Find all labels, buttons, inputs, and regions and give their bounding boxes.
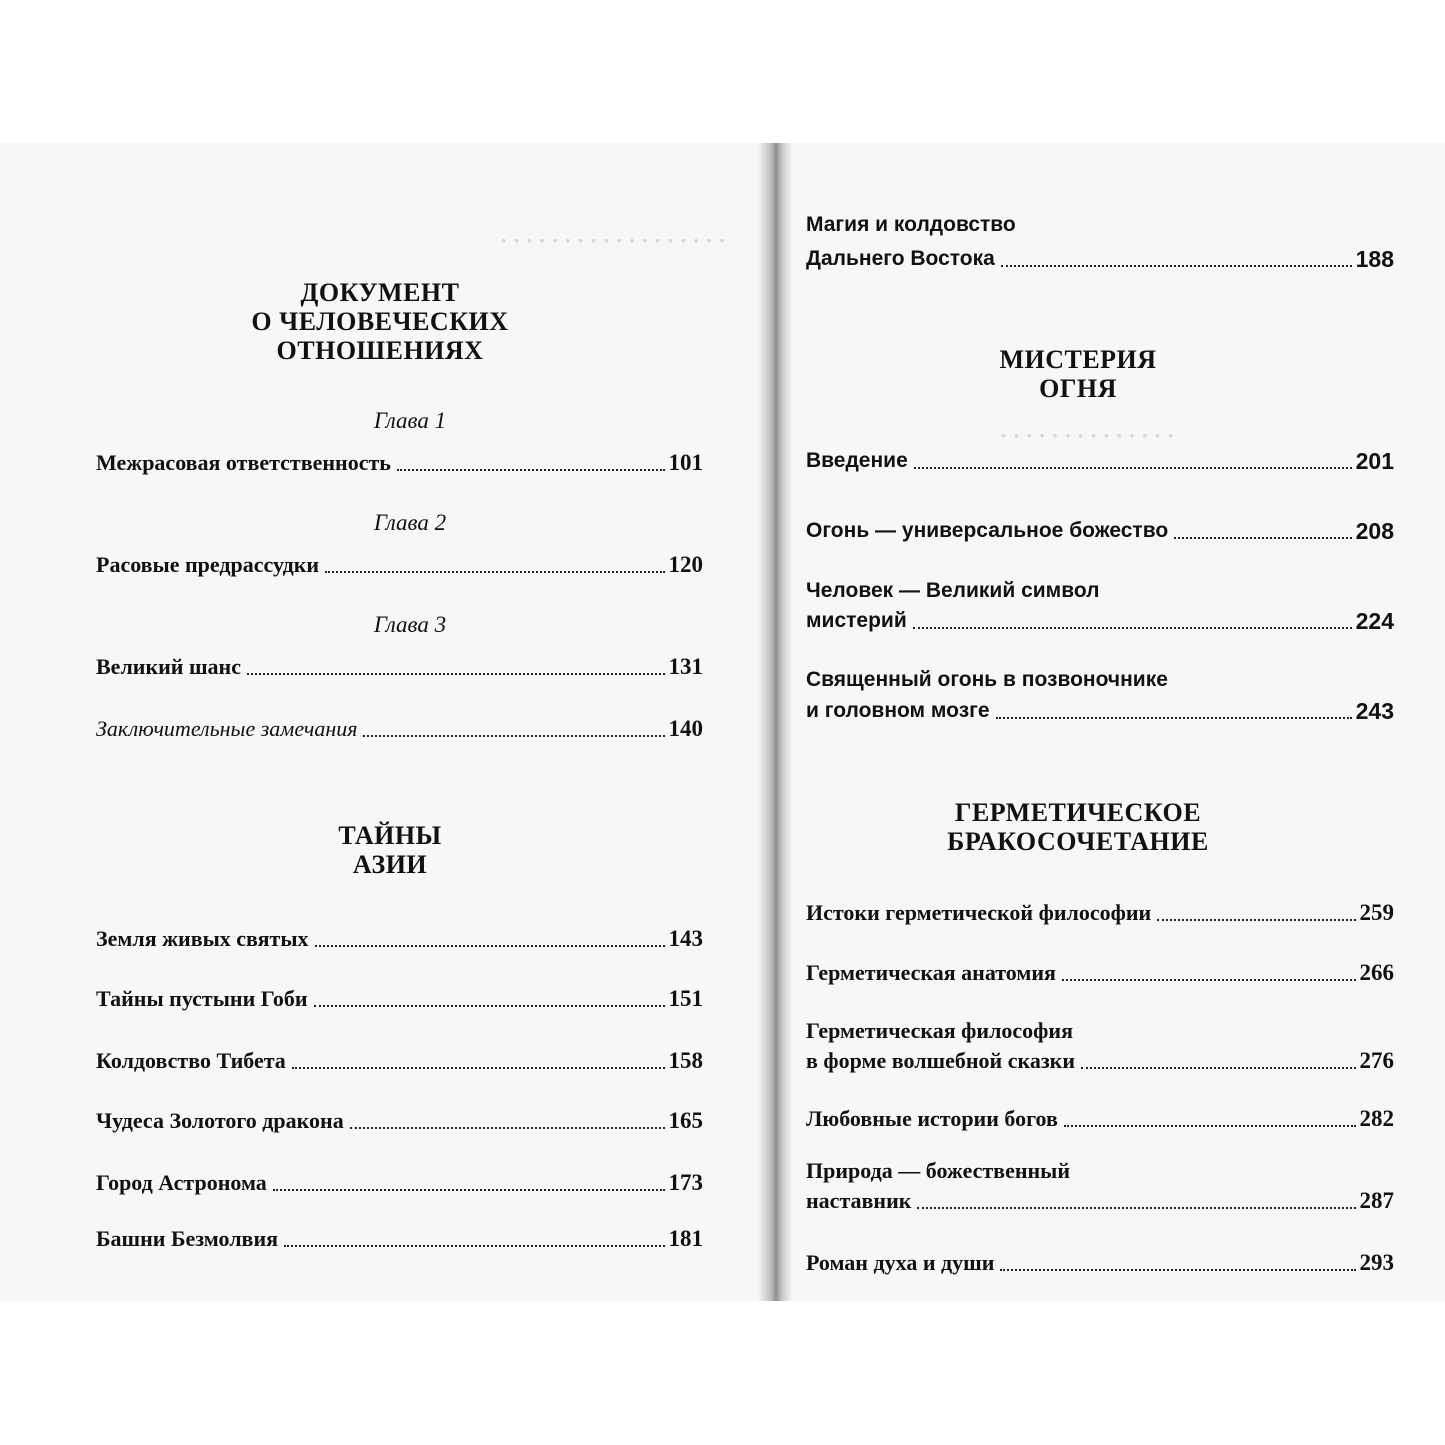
section-heading-document bbox=[230, 278, 530, 365]
toc-entry[interactable] bbox=[806, 448, 1394, 474]
toc-entry-page: 120 bbox=[668, 552, 703, 577]
dot-leader bbox=[1081, 1067, 1355, 1069]
toc-entry-page: 173 bbox=[668, 1170, 703, 1195]
dot-leader bbox=[284, 1245, 664, 1247]
dot-leader bbox=[1174, 537, 1351, 539]
toc-entry-title: Чудеса Золотого дракона bbox=[96, 1108, 344, 1133]
toc-entry-page: 131 bbox=[668, 654, 703, 679]
toc-entry[interactable] bbox=[96, 552, 703, 578]
toc-entry-first-line: Священный огонь в позвоночнике bbox=[806, 668, 1168, 691]
heading-line: АЗИИ bbox=[352, 850, 428, 879]
dot-leader bbox=[1064, 1125, 1356, 1127]
toc-entry-page: 188 bbox=[1355, 246, 1394, 272]
dot-leader bbox=[1001, 265, 1352, 267]
toc-entry-title: наставник bbox=[806, 1188, 912, 1213]
dot-leader bbox=[1157, 919, 1355, 921]
toc-entry[interactable] bbox=[806, 1188, 1394, 1214]
toc-entry-page: 181 bbox=[668, 1226, 703, 1251]
toc-entry[interactable] bbox=[806, 1106, 1394, 1132]
dot-leader bbox=[363, 735, 664, 737]
toc-entry[interactable] bbox=[806, 698, 1394, 724]
dot-leader bbox=[913, 627, 1352, 629]
dot-leader bbox=[1062, 979, 1356, 981]
toc-entry-title: в форме волшебной сказки bbox=[806, 1048, 1076, 1073]
toc-entry-page: 243 bbox=[1355, 698, 1394, 724]
toc-entry-title: Герметическая анатомия bbox=[806, 960, 1056, 985]
toc-entry[interactable] bbox=[806, 608, 1394, 634]
show-through: · · · · · · · · · · · · · · · · · · bbox=[500, 228, 726, 253]
heading-line: БРАКОСОЧЕТАНИЕ bbox=[947, 827, 1209, 856]
toc-entry[interactable] bbox=[806, 900, 1394, 926]
heading-line: ТАЙНЫ bbox=[338, 821, 442, 850]
toc-entry-title: Башни Безмолвия bbox=[96, 1226, 279, 1251]
dot-leader bbox=[397, 469, 665, 471]
toc-entry-first-line: Природа — божественный bbox=[806, 1158, 1071, 1183]
dot-leader bbox=[350, 1127, 665, 1129]
toc-entry[interactable] bbox=[806, 960, 1394, 986]
toc-entry-page: 143 bbox=[668, 926, 703, 951]
toc-entry-title: Великий шанс bbox=[96, 654, 241, 679]
heading-line: ОГНЯ bbox=[1039, 374, 1117, 403]
toc-entry-page: 282 bbox=[1359, 1106, 1394, 1131]
toc-entry[interactable] bbox=[96, 1108, 703, 1134]
dot-leader bbox=[325, 571, 664, 573]
toc-entry-page: 140 bbox=[668, 716, 703, 741]
toc-entry-page: 259 bbox=[1359, 900, 1394, 925]
toc-entry-title: Тайны пустыни Гоби bbox=[96, 986, 308, 1011]
heading-line: ОТНОШЕНИЯХ bbox=[276, 336, 484, 365]
dot-leader bbox=[315, 945, 665, 947]
toc-entry-title: Заключительные замечания bbox=[96, 716, 358, 741]
toc-entry-page: 293 bbox=[1359, 1250, 1394, 1275]
toc-entry-title: Истоки герметической философии bbox=[806, 900, 1152, 925]
toc-entry-title: Роман духа и души bbox=[806, 1250, 995, 1275]
toc-entry-page: 276 bbox=[1359, 1048, 1394, 1073]
toc-entry-title: Земля живых святых bbox=[96, 926, 309, 951]
toc-entry-title: Любовные истории богов bbox=[806, 1106, 1058, 1131]
toc-entry-page: 266 bbox=[1359, 960, 1394, 985]
heading-line: МИСТЕРИЯ bbox=[999, 345, 1157, 374]
toc-entry-title: мистерий bbox=[806, 609, 907, 632]
right-page bbox=[780, 143, 1445, 1301]
dot-leader bbox=[314, 1005, 665, 1007]
toc-entry[interactable] bbox=[806, 1048, 1394, 1074]
chapter-label: Глава 3 bbox=[373, 612, 447, 637]
section-heading-hermetic bbox=[928, 798, 1228, 856]
toc-entry-title: Огонь — универсальное божество bbox=[806, 519, 1169, 542]
dot-leader bbox=[996, 717, 1352, 719]
toc-entry-page: 158 bbox=[668, 1048, 703, 1073]
toc-entry-title: Межрасовая ответственность bbox=[96, 450, 391, 475]
toc-entry-title: Дальнего Востока bbox=[806, 247, 995, 270]
section-heading-asia bbox=[260, 821, 520, 879]
dot-leader bbox=[273, 1189, 665, 1191]
toc-entry-first-line: Магия и колдовство bbox=[806, 213, 1016, 236]
toc-entry[interactable] bbox=[96, 926, 703, 952]
toc-entry-first-line: Человек — Великий символ bbox=[806, 579, 1100, 602]
toc-entry-page: 101 bbox=[668, 450, 703, 475]
toc-entry-page: 208 bbox=[1355, 518, 1394, 544]
show-through: · · · · · · · · · · · · · · bbox=[1000, 423, 1175, 448]
toc-entry[interactable] bbox=[806, 518, 1394, 544]
toc-entry-title: Колдовство Тибета bbox=[96, 1048, 286, 1073]
toc-entry[interactable] bbox=[96, 716, 703, 742]
toc-entry[interactable] bbox=[96, 1226, 703, 1252]
dot-leader bbox=[247, 673, 665, 675]
section-heading-fire bbox=[958, 345, 1198, 403]
toc-entry-title: и головном мозге bbox=[806, 699, 990, 722]
toc-entry[interactable] bbox=[96, 986, 703, 1012]
toc-entry-title: Расовые предрассудки bbox=[96, 552, 320, 577]
dot-leader bbox=[1000, 1269, 1355, 1271]
chapter-label: Глава 1 bbox=[373, 408, 447, 433]
heading-line: О ЧЕЛОВЕЧЕСКИХ bbox=[251, 307, 509, 336]
toc-entry-page: 165 bbox=[668, 1108, 703, 1133]
dot-leader bbox=[914, 467, 1352, 469]
heading-line: ДОКУМЕНТ bbox=[300, 278, 460, 307]
left-page bbox=[0, 143, 770, 1301]
toc-entry-page: 224 bbox=[1355, 608, 1394, 634]
book-spread bbox=[0, 143, 1445, 1301]
toc-entry-page: 151 bbox=[668, 986, 703, 1011]
toc-entry[interactable] bbox=[806, 246, 1394, 272]
toc-entry[interactable] bbox=[96, 1170, 703, 1196]
dot-leader bbox=[917, 1207, 1355, 1209]
heading-line: ГЕРМЕТИЧЕСКОЕ bbox=[954, 798, 1202, 827]
toc-entry[interactable] bbox=[96, 1048, 703, 1074]
toc-entry-page: 287 bbox=[1359, 1188, 1394, 1213]
toc-entry-page: 201 bbox=[1355, 448, 1394, 474]
toc-entry[interactable] bbox=[96, 450, 703, 476]
toc-entry-title: Город Астронома bbox=[96, 1170, 267, 1195]
toc-entry-title: Введение bbox=[806, 449, 908, 472]
dot-leader bbox=[292, 1067, 665, 1069]
chapter-label: Глава 2 bbox=[373, 510, 447, 535]
toc-entry[interactable] bbox=[96, 654, 703, 680]
toc-entry[interactable] bbox=[806, 1250, 1394, 1276]
toc-entry-first-line: Герметическая философия bbox=[806, 1018, 1073, 1043]
